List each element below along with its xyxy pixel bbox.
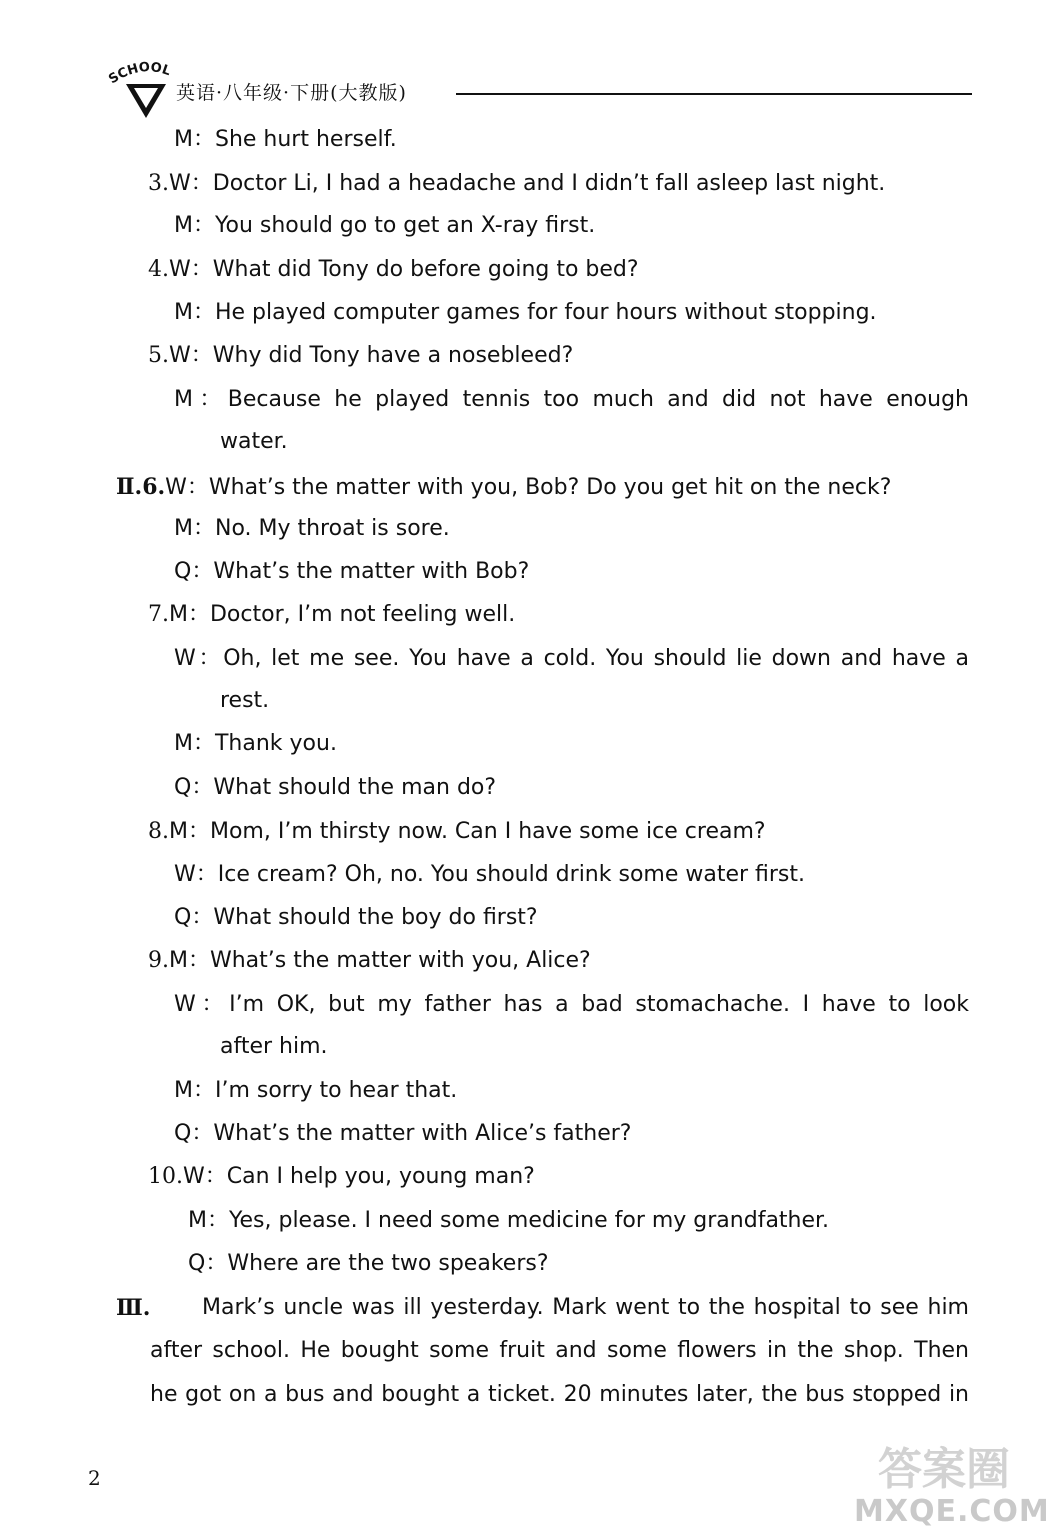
dialogue-line: M：You should go to get an X-ray first. xyxy=(174,213,596,238)
watermark xyxy=(848,1438,1048,1532)
header-rule xyxy=(456,93,972,95)
dialogue-line: W：Oh, let me see. You have a cold. You should lie down and have a xyxy=(174,646,969,671)
dialogue-line: 5.W：Why did Tony have a nosebleed? xyxy=(148,343,574,368)
header-title: 英语·八年级·下册(大教版) xyxy=(176,82,407,104)
dialogue-line: M：I’m sorry to hear that. xyxy=(174,1078,458,1103)
dialogue-line: 9.M：What’s the matter with you, Alice? xyxy=(148,948,591,973)
dialogue-line: 4.W：What did Tony do before going to bed? xyxy=(148,257,639,282)
dialogue-line: Q：What should the boy do first? xyxy=(174,905,538,930)
passage-line: Mark’s uncle was ill yesterday. Mark went to the hospital to see him xyxy=(202,1295,969,1320)
page-number: 2 xyxy=(88,1466,101,1490)
watermark-text: MXQE.COM xyxy=(854,1494,1050,1529)
dialogue-line: water. xyxy=(220,429,288,454)
dialogue-line: 8.M：Mom, I’m thirsty now. Can I have some ice cream? xyxy=(148,819,766,844)
dialogue-line: Ⅱ.6.W：What’s the matter with you, Bob? Do you get hit on the neck? xyxy=(116,474,892,500)
dialogue-line: Q：What’s the matter with Bob? xyxy=(174,559,530,584)
dialogue-line: Q：Where are the two speakers? xyxy=(188,1251,549,1276)
dialogue-line: W：I’m OK, but my father has a bad stomachache. I have to look xyxy=(174,992,969,1017)
dialogue-line: M：Thank you. xyxy=(174,731,337,756)
school-logo-icon xyxy=(104,58,184,122)
dialogue-line: M：Because he played tennis too much and did not have enough xyxy=(174,387,969,412)
passage-lead: Ⅲ. xyxy=(116,1295,151,1321)
dialogue-line: M：He played computer games for four hours without stopping. xyxy=(174,300,877,325)
dialogue-line: Q：What should the man do? xyxy=(174,775,497,800)
passage-line: after school. He bought some fruit and some flowers in the shop. Then xyxy=(150,1338,969,1363)
dialogue-line: 10.W：Can I help you, young man? xyxy=(148,1164,535,1189)
page-header xyxy=(104,58,974,118)
watermark-chars: 答案圈 xyxy=(878,1444,1010,1495)
dialogue-line: M：No. My throat is sore. xyxy=(174,516,450,541)
dialogue-line: 7.M：Doctor, I’m not feeling well. xyxy=(148,602,516,627)
logo-text: SCHOOL xyxy=(106,60,173,88)
passage-line: he got on a bus and bought a ticket. 20 minutes later, the bus stopped in xyxy=(150,1382,969,1407)
dialogue-line: rest. xyxy=(220,688,270,713)
dialogue-line: 3.W：Doctor Li, I had a headache and I didn’t fall asleep last night. xyxy=(148,171,886,196)
dialogue-line: M：Yes, please. I need some medicine for my grandfather. xyxy=(188,1208,830,1233)
dialogue-line: M：She hurt herself. xyxy=(174,127,397,152)
dialogue-line: Q：What’s the matter with Alice’s father? xyxy=(174,1121,632,1146)
dialogue-line: W：Ice cream? Oh, no. You should drink some water first. xyxy=(174,862,806,887)
svg-text:SCHOOL xyxy=(106,60,172,87)
dialogue-line: after him. xyxy=(220,1034,328,1059)
